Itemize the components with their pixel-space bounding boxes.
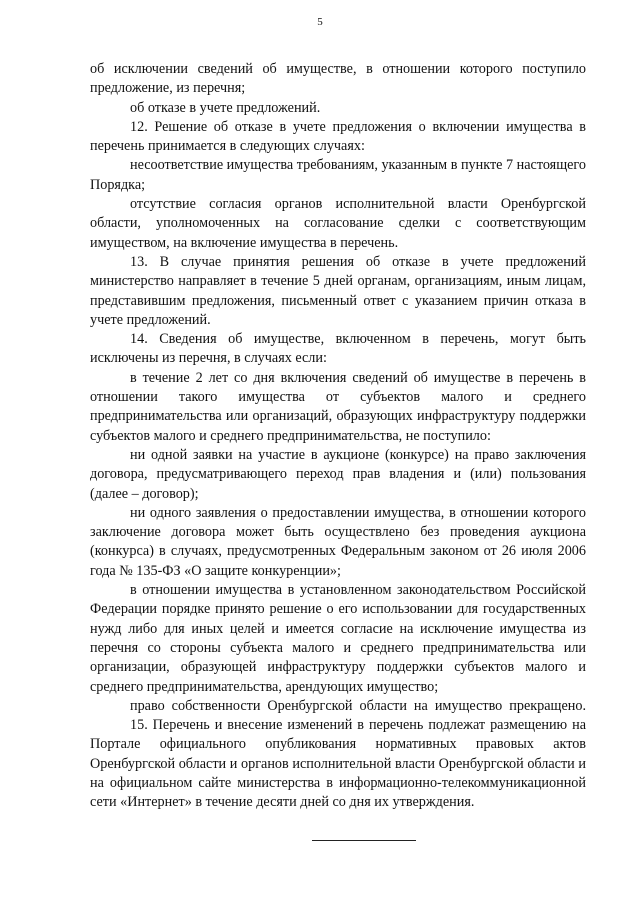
paragraph-clause-13: 13. В случае принятия решения об отказе в учете предложений министерство направляет в течение 5 дней органам, организациям, иным лицам, представившим предложения, письменный ответ с указанием причин отказа в учете предложений. bbox=[90, 253, 586, 328]
paragraph-clause-14-subcase-1: ни одной заявки на участие в аукционе (конкурсе) на право заключения договора, предусматривающего переход прав владения и (или) пользования (далее – договор); bbox=[90, 446, 586, 502]
paragraph-clause-12-case-1: несоответствие имущества требованиям, указанным в пункте 7 настоящего Порядка; bbox=[90, 157, 586, 193]
paragraph-clause-14-case-1: в течение 2 лет со дня включения сведений об имуществе в перечень в отношении такого имущества от субъектов малого и среднего предпринимательства или организаций, образующих инфраструктуру поддержки субъектов малого и среднего предпринимательства, не поступило: bbox=[90, 369, 586, 444]
paragraph-clause-12-case-2: отсутствие согласия органов исполнительной власти Оренбургской области, уполномоченных на согласование сделки с соответствующим имуществом, на включение имущества в перечень. bbox=[90, 196, 586, 251]
page-number: 5 bbox=[317, 16, 323, 28]
paragraph-clause-14-subcase-2: ни одного заявления о предоставлении имущества, в отношении которого заключение договора может быть осуществлено без проведения аукциона (конкурса) в случаях, предусмотренных Федеральным законом от 26 июля 2006 года № 135-ФЗ «О защите конкуренции»; bbox=[90, 504, 586, 579]
paragraph-clause-12: 12. Решение об отказе в учете предложения о включении имущества в перечень принимается в следующих случаях: bbox=[90, 118, 586, 155]
end-separator-line bbox=[312, 840, 416, 841]
paragraph-clause-15: 15. Перечень и внесение изменений в перечень подлежат размещению на Портале официального опубликования нормативных правовых актов Оренбургской области и органов исполнительной власти Оренбургской области и на официальном сайте министерства в информационно-телекоммуникационной сети «Интернет» в течение десяти дней со дня их утверждения. bbox=[90, 717, 586, 811]
paragraph-clause-14: 14. Сведения об имуществе, включенном в перечень, могут быть исключены из перечня, в случаях если: bbox=[90, 331, 586, 367]
paragraph-exclusion-item: об исключении сведений об имуществе, в отношении которого поступило предложение, из перечня; bbox=[90, 61, 586, 97]
paragraph-refusal-item: об отказе в учете предложений. bbox=[130, 99, 321, 116]
paragraph-clause-14-case-2: в отношении имущества в установленном законодательством Российской Федерации порядке принято решение о его использовании для государственных нужд либо для иных целей и имеется согласие на исключение имущества из перечня со стороны субъекта малого и среднего предпринимательства или организации, образующей инфраструктуру поддержки субъектов малого и среднего предпринимательства, арендующих имущество; bbox=[90, 582, 586, 695]
document-body bbox=[90, 60, 586, 813]
paragraph-clause-14-case-3: право собственности Оренбургской области на имущество прекращено. bbox=[130, 697, 586, 714]
